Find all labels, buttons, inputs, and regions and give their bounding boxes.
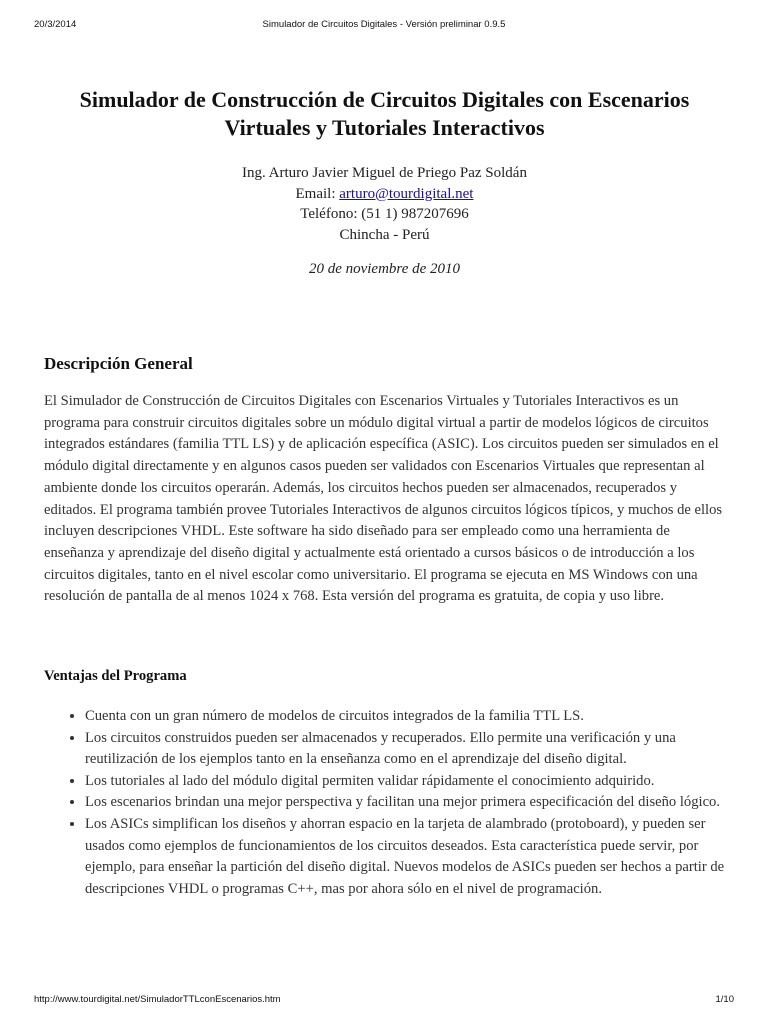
description-body: El Simulador de Construcción de Circuitos Digitales con Escenarios Virtuales y Tutoriales Interactivos es un programa para construir circuitos digitales sobre un módulo digital virtual a partir de modelos lógicos de circuitos integrados estándares (familia TTL LS) y de aplicación específica (ASIC). Los circuitos pueden ser simulados en el módulo digital directamente y en algunos casos pueden ser validados con Escenarios Virtuales que representan al ambiente donde los circuitos operarán. Además, los circuitos hechos pueden ser almacenados, recuperados y editados. El programa también provee Tutoriales Interactivos de algunos circuitos lógicos típicos, y muchos de ellos incluyen descripciones VHDL. Este software ha sido diseñado para ser empleado como una herramienta de enseñanza y aprendizaje del diseño digital y actualmente está orientado a cursos básicos o de introducción a los circuitos digitales, tanto en el nivel escolar como universitario. El programa se ejecuta en MS Windows con una resolución de pantalla de al menos 1024 x 768. Esta versión del programa es gratuita, de copia y uso libre. (44, 393, 723, 605)
list-item: • Los tutoriales al lado del módulo digital permiten validar rápidamente el conocimiento adquirido. (85, 771, 725, 793)
document-content (44, 86, 725, 900)
print-date: 20/3/2014 (34, 19, 77, 30)
print-title: Simulador de Circuitos Digitales - Versión preliminar 0.9.5 (262, 19, 506, 30)
email-line (44, 184, 725, 205)
description-heading: Descripción General (44, 354, 193, 373)
advantages-list (44, 706, 725, 900)
list-item: • Los escenarios brindan una mejor perspectiva y facilitan una mejor primera especificación del diseño lógico. (85, 792, 725, 814)
document-title: Simulador de Construcción de Circuitos Digitales con Escenarios Virtuales y Tutoriales Interactivos (79, 87, 690, 140)
list-item: • Cuenta con un gran número de modelos de circuitos integrados de la familia TTL LS. (85, 706, 725, 728)
location: Chincha - Perú (339, 226, 430, 243)
list-item: • Los ASICs simplifican los diseños y ahorran espacio en la tarjeta de alambrado (protoboard), y pueden ser usados como ejemplos de funcionamientos de los circuitos deseados. Esta característica puede servir, por ejemplo, para enseñar la partición del diseño digital. Nuevos modelos de ASICs pueden ser hechos a partir de descripciones VHDL o programas C++, mas por ahora sólo en el nivel de programación. (85, 814, 725, 900)
advantages-heading: Ventajas del Programa (44, 668, 187, 685)
print-footer (34, 994, 734, 1005)
phone: Teléfono: (51 1) 987207696 (300, 206, 469, 222)
list-item: • Los circuitos construidos pueden ser almacenados y recuperados. Ello permite una verificación y una reutilización de los ejemplos tanto en la enseñanza como en el aprendizaje del diseño digital. (85, 728, 725, 771)
page-number: 1/10 (715, 994, 734, 1005)
document-date: 20 de noviembre de 2010 (308, 261, 461, 277)
print-header (34, 19, 734, 30)
email-link[interactable]: arturo@tourdigital.net (339, 185, 474, 202)
email-label: Email: (295, 185, 340, 202)
footer-url: http://www.tourdigital.net/SimuladorTTLconEscenarios.htm (34, 994, 281, 1005)
author-block (44, 163, 725, 245)
author-name: Ing. Arturo Javier Miguel de Priego Paz Soldán (242, 165, 527, 181)
